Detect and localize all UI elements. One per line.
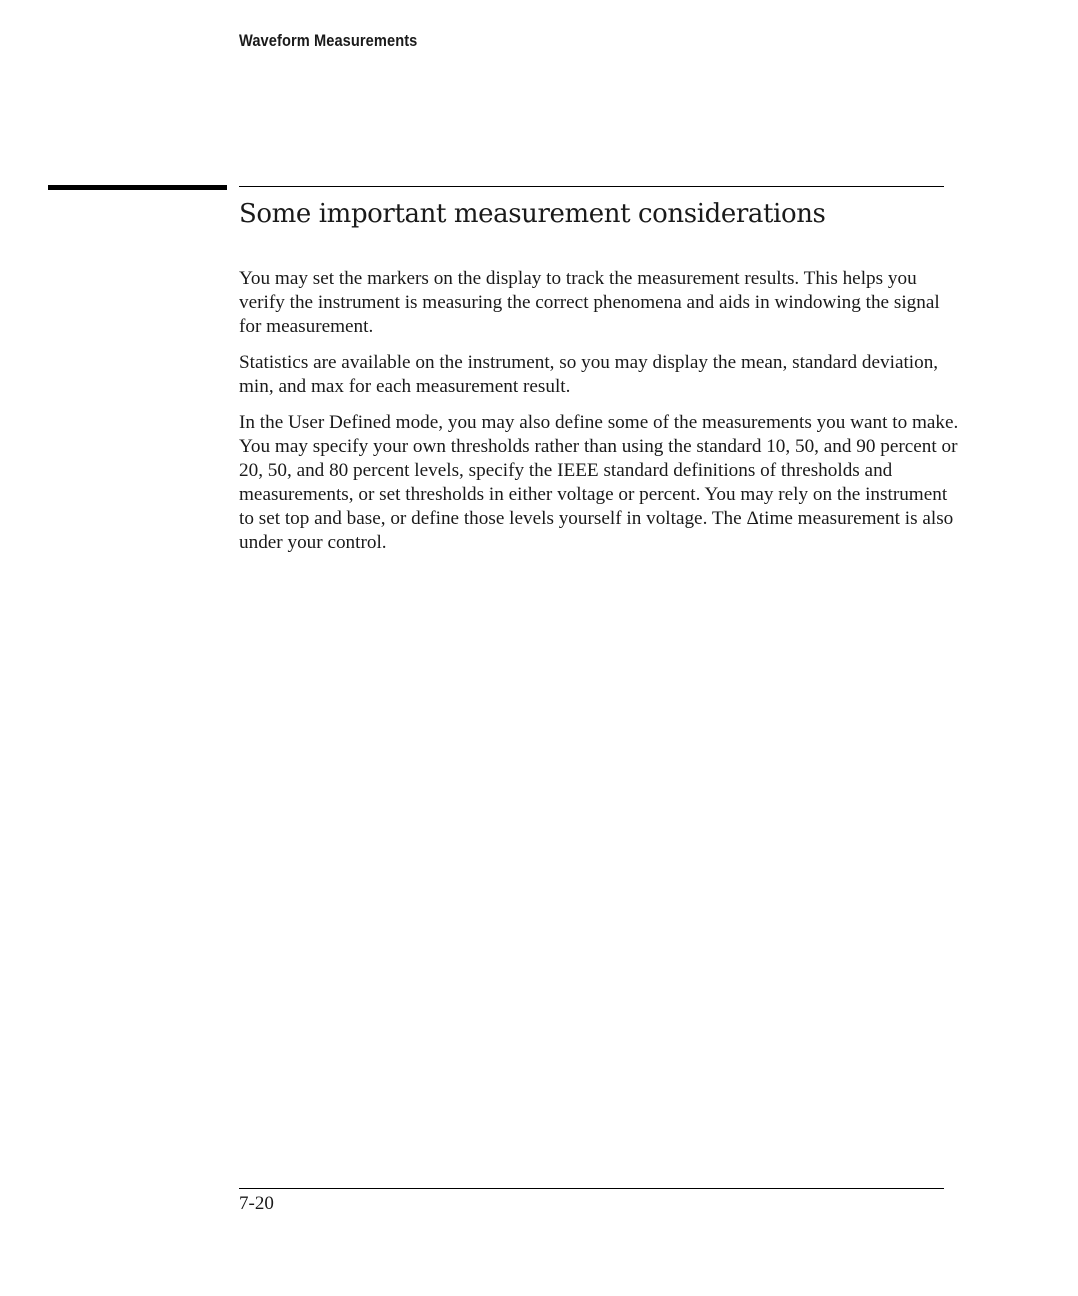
section-body (239, 267, 959, 567)
section-rule-thick (48, 185, 227, 190)
paragraph-statistics: Statistics are available on the instrument, so you may display the mean, standard deviation, min, and max for each measurement result. (239, 352, 939, 397)
section-title: Some important measurement considerations (239, 199, 826, 229)
running-header: Waveform Measurements (239, 31, 418, 50)
page-number: 7-20 (239, 1193, 274, 1214)
section-rule-thin (239, 186, 944, 187)
footer-rule (239, 1188, 944, 1189)
paragraph-markers: You may set the markers on the display to track the measurement results. This helps you verify the instrument is measuring the correct phenomena and aids in windowing the signal for measurement. (239, 268, 940, 337)
paragraph-user-defined: In the User Defined mode, you may also define some of the measurements you want to make. You may specify your own thresholds rather than using the standard 10, 50, and 90 percent or 20, 50, and 80 percent levels, specify the IEEE standard definitions of thresholds and measurements, or set thresholds in either voltage or percent. You may rely on the instrument to set top and base, or define those levels yourself in voltage. The Δtime measurement is also under your control. (239, 412, 959, 553)
